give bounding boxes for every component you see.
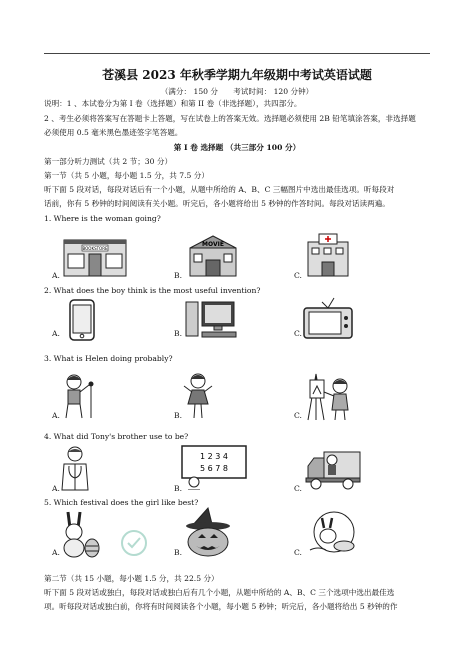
mid-autumn-icon <box>304 510 362 556</box>
delivery-driver-icon <box>304 446 362 490</box>
notes-line-2: 2 、考生必须将答案写在答题卡上答题，写在试卷上的答案无效。选择题必须使用 2B 铅笔填涂答案，非选择题 <box>44 114 416 123</box>
q4-option-b[interactable]: B. <box>174 484 182 493</box>
section2-instruction-1: 听下面 5 段对话或独白，每段对话或独白后有几个小题，从题中所给的 A、B、C 三个选项中选出最佳选 <box>44 588 395 597</box>
painting-girl-icon <box>304 370 354 422</box>
part1-heading: 第一部分听力测试（共 2 节；30 分） <box>44 157 173 166</box>
q1-option-c[interactable]: C. <box>294 271 302 280</box>
volume-heading: 第 I 卷 选择题 （共三部分 100 分） <box>173 143 301 152</box>
easter-icon <box>58 508 102 558</box>
notes-line-1: 说明：1 、本试卷分为第 I 卷（选择题）和第 II 卷（非选择题），共四部分。 <box>44 99 302 108</box>
question-1: 1. Where is the woman going? <box>44 214 161 223</box>
q4-option-a[interactable]: A. <box>52 484 60 493</box>
television-icon <box>300 296 356 340</box>
smartphone-icon <box>64 298 100 342</box>
q5-option-a[interactable]: A. <box>52 548 60 557</box>
teacher-icon <box>180 444 248 490</box>
singing-girl-icon <box>58 372 98 420</box>
dancing-girl-icon <box>182 372 214 420</box>
q5-option-c[interactable]: C. <box>294 548 302 557</box>
q2-option-c[interactable]: C. <box>294 329 302 338</box>
question-4: 4. What did Tony's brother use to be? <box>44 432 189 441</box>
halloween-icon <box>182 506 234 558</box>
movie-sign: MOVIE <box>202 241 224 248</box>
section1-instruction-2: 话前，你有 5 秒钟的时间阅读有关小题。听完后，各小题将给出 5 秒钟的作答时间。每段对话读两遍。 <box>44 199 390 208</box>
hospital-icon <box>304 232 352 278</box>
movie-theater-icon <box>184 232 242 278</box>
section2-heading: 第二节（共 15 小题，每小题 1.5 分，共 22.5 分） <box>44 574 219 583</box>
q3-option-c[interactable]: C. <box>294 411 302 420</box>
svg-text:5 6 7 8: 5 6 7 8 <box>200 464 228 473</box>
watermark-logo <box>120 528 160 558</box>
question-5: 5. Which festival does the girl like best? <box>44 498 199 507</box>
notes-line-3: 必须使用 0.5 毫米黑色墨迹签字笔答题。 <box>44 128 183 137</box>
exam-meta: （满分： 150 分 考试时间： 120 分钟） <box>160 87 314 96</box>
section2-instruction-2: 项。听每段对话或独白前，你将有时间阅读各个小题，每小题 5 秒钟；听完后，各小题将给出 5 秒钟的作 <box>44 602 398 611</box>
q4-option-c[interactable]: C. <box>294 484 302 493</box>
section1-heading: 第一节（共 5 小题，每小题 1.5 分，共 7.5 分） <box>44 171 209 180</box>
top-rule <box>44 53 430 54</box>
q2-option-b[interactable]: B. <box>174 329 182 338</box>
q1-option-b[interactable]: B. <box>174 271 182 280</box>
doctor-icon <box>58 444 92 492</box>
bookstore-icon <box>62 234 128 278</box>
computer-icon <box>184 298 240 340</box>
bookstore-sign: BOOKSTORE <box>82 246 108 251</box>
q3-option-b[interactable]: B. <box>174 411 182 420</box>
q3-option-a[interactable]: A. <box>52 411 60 420</box>
q1-option-a[interactable]: A. <box>52 271 60 280</box>
question-3: 3. What is Helen doing probably? <box>44 354 173 363</box>
section1-instruction-1: 听下面 5 段对话，每段对话后有一个小题，从题中所给的 A、B、C 三幅图片中选出最佳选项。听每段对 <box>44 185 395 194</box>
exam-title: 苍溪县 2023 年秋季学期九年级期中考试英语试题 <box>102 68 372 82</box>
q5-option-b[interactable]: B. <box>174 548 182 557</box>
question-2: 2. What does the boy think is the most useful invention? <box>44 286 261 295</box>
q2-option-a[interactable]: A. <box>52 329 60 338</box>
svg-text:1 2 3 4: 1 2 3 4 <box>200 452 228 461</box>
